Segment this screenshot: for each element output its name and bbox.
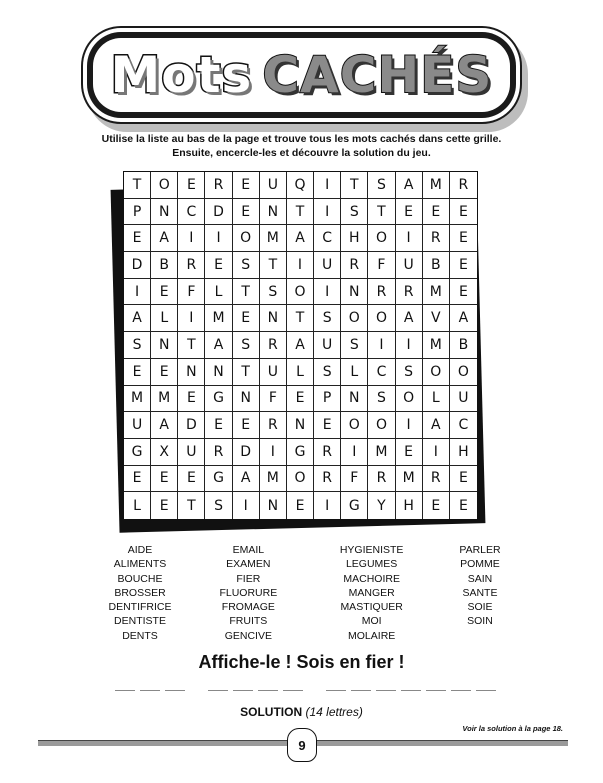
grid-cell[interactable]: E [233, 412, 260, 439]
grid-cell[interactable]: N [341, 386, 368, 413]
grid-cell[interactable]: T [260, 252, 287, 279]
grid-cell[interactable]: M [423, 172, 450, 199]
grid-cell[interactable]: E [423, 199, 450, 226]
grid-cell[interactable]: D [124, 252, 151, 279]
grid-cell[interactable]: E [124, 225, 151, 252]
grid-cell[interactable]: A [287, 225, 314, 252]
word-list-item: SOIE [467, 601, 493, 614]
word-list-item: ALIMENTS [113, 558, 167, 571]
word-list [100, 543, 520, 643]
grid-cell[interactable]: L [341, 359, 368, 386]
page-title [93, 38, 511, 112]
grid-cell[interactable]: F [341, 466, 368, 493]
grid-cell[interactable]: I [260, 439, 287, 466]
grid-cell[interactable]: A [396, 305, 423, 332]
grid-cell[interactable]: I [314, 279, 341, 306]
word-list-item: DENTISTE [114, 615, 166, 628]
page-number: 9 [298, 737, 306, 753]
word-list-item: EMAIL [232, 544, 265, 556]
grid-cell[interactable]: I [233, 492, 260, 519]
grid-cell[interactable]: I [341, 439, 368, 466]
grid-cell[interactable]: E [396, 439, 423, 466]
grid-cell[interactable]: E [178, 386, 205, 413]
word-list-item: MASTIQUER [340, 601, 403, 614]
grid-cell[interactable]: E [233, 172, 260, 199]
grid-cell[interactable]: M [396, 466, 423, 493]
word-column-1 [100, 543, 180, 643]
grid-cell[interactable]: S [341, 199, 368, 226]
grid-cell[interactable]: N [151, 199, 178, 226]
word-list-item: BOUCHE [117, 572, 163, 585]
grid-cell[interactable]: R [205, 439, 232, 466]
word-list-item: MOLAIRE [348, 629, 396, 642]
grid-cell[interactable]: E [287, 492, 314, 519]
grid-cell[interactable]: F [178, 279, 205, 306]
grid-cell[interactable]: T [124, 172, 151, 199]
grid-cell[interactable]: B [423, 252, 450, 279]
word-list-item: POMME [460, 558, 500, 571]
grid-cell[interactable]: P [314, 386, 341, 413]
grid-cell[interactable]: E [287, 386, 314, 413]
word-list-item: FROMAGE [221, 601, 275, 614]
grid-cell[interactable]: I [178, 225, 205, 252]
word-list-item: DENTS [122, 629, 158, 642]
solution-blank[interactable] [326, 690, 346, 691]
solution-title: SOLUTION [240, 705, 303, 719]
grid-cell[interactable]: E [450, 199, 477, 226]
grid-cell[interactable]: S [314, 305, 341, 332]
word-list-item: HYGIENISTE [339, 544, 404, 556]
grid-cell[interactable]: O [423, 359, 450, 386]
grid-cell[interactable]: I [314, 199, 341, 226]
grid-cell[interactable]: S [233, 252, 260, 279]
grid-cell[interactable]: S [368, 386, 395, 413]
word-list-item: LEGUMES [345, 558, 398, 571]
grid-cell[interactable]: I [124, 279, 151, 306]
grid-cell[interactable]: E [314, 412, 341, 439]
grid-cell[interactable]: G [341, 492, 368, 519]
grid-cell[interactable]: U [396, 252, 423, 279]
word-list-item: MOI [361, 615, 382, 628]
grid-cell[interactable]: R [314, 439, 341, 466]
grid-cell[interactable]: R [341, 252, 368, 279]
grid-cell[interactable]: T [287, 199, 314, 226]
grid-cell[interactable]: S [205, 492, 232, 519]
word-column-4 [440, 543, 520, 643]
word-list-item: PARLER [459, 544, 501, 556]
grid-cell[interactable]: R [260, 412, 287, 439]
grid-cell[interactable]: A [450, 305, 477, 332]
word-list-item: EXAMEN [226, 558, 271, 571]
solution-blank[interactable] [140, 690, 160, 691]
grid-cell[interactable]: E [450, 466, 477, 493]
grid-cell[interactable]: R [314, 466, 341, 493]
grid-cell[interactable]: O [233, 225, 260, 252]
grid-cell[interactable]: E [233, 199, 260, 226]
instructions [0, 132, 603, 160]
word-column-3 [317, 543, 427, 643]
grid-cell[interactable]: U [314, 332, 341, 359]
grid-cell[interactable]: I [396, 225, 423, 252]
word-list-item: SANTE [462, 586, 498, 599]
grid-cell[interactable]: R [423, 225, 450, 252]
grid-cell[interactable]: D [205, 199, 232, 226]
grid-cell[interactable]: A [233, 466, 260, 493]
grid-cell[interactable]: R [368, 279, 395, 306]
grid-cell[interactable]: S [233, 332, 260, 359]
grid-cell[interactable]: A [151, 225, 178, 252]
grid-cell[interactable]: U [260, 172, 287, 199]
grid-cell[interactable]: A [396, 172, 423, 199]
grid-cell[interactable]: H [396, 492, 423, 519]
word-column-2 [193, 543, 303, 643]
grid-cell[interactable]: O [287, 466, 314, 493]
grid-cell[interactable]: A [124, 305, 151, 332]
grid-cell[interactable]: N [205, 359, 232, 386]
grid-cell[interactable]: N [260, 492, 287, 519]
word-list-item: FLUORURE [219, 586, 278, 599]
solution-blank[interactable] [476, 690, 496, 691]
grid-cell[interactable]: R [396, 279, 423, 306]
title-banner [0, 38, 603, 118]
grid-cell[interactable]: E [450, 252, 477, 279]
grid-cell[interactable]: I [396, 412, 423, 439]
grid-cell[interactable]: R [368, 466, 395, 493]
grid-cell[interactable]: E [151, 492, 178, 519]
grid-cell[interactable]: R [260, 332, 287, 359]
grid-cell[interactable]: M [205, 305, 232, 332]
grid-cell[interactable]: C [178, 199, 205, 226]
grid-cell[interactable]: V [423, 305, 450, 332]
grid-cell[interactable]: B [450, 332, 477, 359]
grid-cell[interactable]: I [287, 252, 314, 279]
grid-cell[interactable]: L [423, 386, 450, 413]
instructions-line-1: Utilise la liste au bas de la page et trouve tous les mots cachés dans cette grille. [101, 133, 502, 145]
grid-cell[interactable]: P [124, 199, 151, 226]
grid-cell[interactable]: M [260, 466, 287, 493]
grid-cell[interactable]: D [233, 439, 260, 466]
grid-cell[interactable]: N [233, 386, 260, 413]
grid-cell[interactable]: E [151, 466, 178, 493]
grid-cell[interactable]: E [458, 497, 468, 514]
grid-cell[interactable]: U [178, 439, 205, 466]
grid-cell[interactable]: E [178, 466, 205, 493]
grid-cell[interactable]: I [396, 332, 423, 359]
grid-cell[interactable]: H [450, 439, 477, 466]
grid-cell[interactable]: U [124, 412, 151, 439]
grid-cell[interactable]: S [314, 359, 341, 386]
grid-cell[interactable]: T [233, 279, 260, 306]
solution-blank[interactable] [233, 690, 253, 691]
grid-cell[interactable]: S [124, 332, 151, 359]
grid-cell[interactable]: E [205, 252, 232, 279]
grid-cell[interactable]: R [423, 466, 450, 493]
grid-cell[interactable]: O [151, 172, 178, 199]
grid-cell[interactable]: O [368, 225, 395, 252]
grid-cell[interactable]: E [233, 305, 260, 332]
word-list-item: MANGER [348, 586, 395, 599]
grid-cell[interactable]: G [205, 386, 232, 413]
solution-blank[interactable] [258, 690, 278, 691]
grid-cell[interactable]: L [151, 305, 178, 332]
grid-cell[interactable]: T [287, 305, 314, 332]
grid-cell[interactable]: E [450, 279, 477, 306]
instructions-line-2: Ensuite, encercle-les et découvre la solution du jeu. [172, 147, 431, 159]
grid-cell[interactable]: D [178, 412, 205, 439]
word-list-item: AIDE [127, 544, 153, 556]
grid-cell[interactable]: M [260, 225, 287, 252]
title-part-1: Mots [110, 46, 253, 104]
grid-cell[interactable]: M [423, 332, 450, 359]
grid-cell[interactable]: S [396, 359, 423, 386]
solution-blanks [105, 690, 505, 691]
grid-cell[interactable]: I [178, 305, 205, 332]
grid-cell[interactable]: Y [368, 492, 395, 519]
grid-cell[interactable]: A [205, 332, 232, 359]
grid-cell[interactable]: N [151, 332, 178, 359]
word-list-item: MACHOIRE [343, 572, 400, 585]
motto: Affiche-le ! Sois en fier ! [198, 652, 405, 672]
grid-cell[interactable]: N [287, 412, 314, 439]
solution-blank[interactable] [451, 690, 471, 691]
see-answer-note: Voir la solution à la page 18. [462, 724, 563, 733]
grid-cell[interactable]: T [368, 199, 395, 226]
grid-cell[interactable]: E [205, 412, 232, 439]
grid-cell[interactable]: C [368, 359, 395, 386]
grid-cell[interactable]: E [124, 359, 151, 386]
grid-cell[interactable]: C [314, 225, 341, 252]
grid-cell[interactable]: O [341, 305, 368, 332]
grid-cell[interactable]: U [314, 252, 341, 279]
title-part-2: CACHÉS [262, 46, 493, 104]
grid-cell[interactable]: E [151, 359, 178, 386]
grid-cell[interactable]: O [287, 279, 314, 306]
solution-blank[interactable] [115, 690, 135, 691]
grid-cell[interactable]: I [314, 492, 341, 519]
grid-cell[interactable]: F [368, 252, 395, 279]
grid-cell[interactable]: G [205, 466, 232, 493]
word-search-grid [123, 171, 478, 520]
word-list-item: DENTIFRICE [108, 601, 172, 614]
solution-label [0, 705, 603, 719]
word-list-item: BROSSER [114, 586, 166, 599]
solution-blank[interactable] [426, 690, 446, 691]
grid-cell[interactable]: E [124, 466, 151, 493]
grid-cell[interactable]: N [260, 305, 287, 332]
grid-cell[interactable]: S [341, 332, 368, 359]
tooth-page-number-icon [287, 728, 317, 762]
grid-cell[interactable]: I [368, 332, 395, 359]
grid-cell[interactable]: T [233, 359, 260, 386]
word-list-item: SAIN [467, 572, 493, 585]
grid-cell[interactable]: O [368, 412, 395, 439]
grid-cell[interactable]: X [151, 439, 178, 466]
grid-cell[interactable]: O [450, 359, 477, 386]
grid-cell[interactable]: O [368, 305, 395, 332]
solution-blank[interactable] [401, 690, 421, 691]
grid-cell[interactable]: A [151, 412, 178, 439]
grid-cell[interactable]: M [124, 386, 151, 413]
solution-blank[interactable] [165, 690, 185, 691]
grid-cell[interactable]: T [178, 492, 205, 519]
grid-cell[interactable]: M [423, 279, 450, 306]
grid-cell[interactable]: T [341, 172, 368, 199]
grid-cell[interactable]: R [450, 172, 477, 199]
grid-cell[interactable]: G [287, 439, 314, 466]
grid-cell[interactable]: H [341, 225, 368, 252]
grid-cell[interactable]: T [178, 332, 205, 359]
grid-cell[interactable]: A [423, 412, 450, 439]
grid-cell[interactable]: E [178, 172, 205, 199]
grid-cell[interactable]: O [396, 386, 423, 413]
grid-cell[interactable]: I [423, 439, 450, 466]
grid-cell[interactable]: M [368, 439, 395, 466]
grid-cell[interactable]: Q [287, 172, 314, 199]
grid-cell[interactable]: N [341, 279, 368, 306]
grid-cell[interactable]: O [341, 412, 368, 439]
grid-cell[interactable]: M [151, 386, 178, 413]
word-list-item: SOIN [467, 615, 493, 628]
grid-cell[interactable]: S [260, 279, 287, 306]
grid-cell[interactable]: E [423, 492, 450, 519]
grid-cell[interactable]: N [178, 359, 205, 386]
grid-cell[interactable]: L [124, 492, 151, 519]
solution-blank[interactable] [376, 690, 396, 691]
word-list-item: FRUITS [229, 615, 268, 628]
grid-cell[interactable]: N [260, 199, 287, 226]
grid-cell[interactable]: G [124, 439, 151, 466]
grid-cell[interactable]: S [368, 172, 395, 199]
grid-cell[interactable]: B [151, 252, 178, 279]
grid-cell[interactable]: I [205, 225, 232, 252]
grid-cell[interactable]: C [450, 412, 477, 439]
grid-cell[interactable]: U [450, 386, 477, 413]
grid-cell[interactable]: R [205, 172, 232, 199]
word-list-item: FIER [236, 572, 261, 585]
solution-blank[interactable] [208, 690, 228, 691]
solution-blank[interactable] [351, 690, 371, 691]
grid-cell[interactable]: E [396, 199, 423, 226]
grid-cell[interactable]: U [260, 359, 287, 386]
grid-cell[interactable]: A [287, 332, 314, 359]
solution-hint: (14 lettres) [305, 705, 363, 719]
grid-cell[interactable]: L [205, 279, 232, 306]
grid-cell[interactable]: E [151, 279, 178, 306]
grid-cell[interactable]: F [260, 386, 287, 413]
solution-blank[interactable] [283, 690, 303, 691]
grid-cell[interactable]: L [287, 359, 314, 386]
grid-cell[interactable]: E [450, 225, 477, 252]
grid-cell[interactable]: R [178, 252, 205, 279]
grid-cell[interactable]: I [314, 172, 341, 199]
word-list-item: GENCIVE [224, 629, 272, 642]
